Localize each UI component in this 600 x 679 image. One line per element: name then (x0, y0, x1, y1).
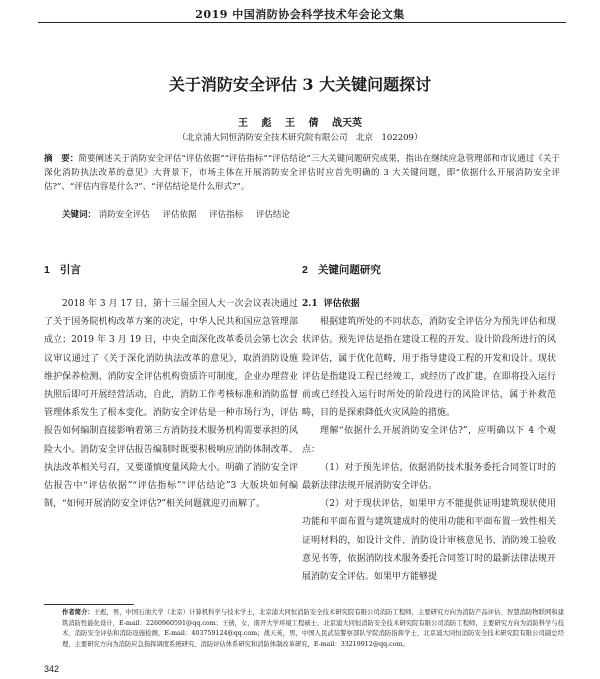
page-number: 342 (44, 664, 60, 674)
section-title: 关键问题研究 (317, 264, 381, 276)
subsection-title: 评估依据 (323, 299, 360, 309)
author-list (0, 114, 600, 129)
author-name: 战天英 (331, 118, 362, 129)
body-paragraph: （2）对于现状评估，如果甲方不能提供证明建筑现状使用功能和平面布置与建筑建成时的使用功能和平面布置一致性相关证明材料的，如设计文件、消防设计审核意见书、消防竣工验收意见书等，依据消防技术服务委托合同签订时的最新法律法规开展消防安全评估。如果甲方能够提 (302, 499, 556, 583)
abstract-label: 摘 要： (44, 154, 79, 164)
author-name: 倩 (308, 118, 319, 129)
body-paragraph: （1）对于预先评估，依据消防技术服务委托合同签订时的最新法律法规开展消防安全评估。 (302, 462, 556, 492)
section-heading (44, 262, 298, 278)
right-column (302, 262, 556, 586)
paper-title: 关于消防安全评估 3 大关键问题探讨 (168, 75, 432, 94)
subsection-number: 2.1 (302, 299, 318, 309)
keywords (62, 208, 562, 222)
running-head: 2019 中国消防协会科学技术年会论文集 (195, 8, 405, 21)
author-name: 王 (238, 118, 249, 129)
section-heading (302, 262, 556, 278)
author-name: 王 (285, 118, 295, 129)
affiliation: （北京浦大同恒消防安全技术研究院有限公司 北京 102209） (177, 133, 423, 143)
body-paragraph: 2018 年 3 月 17 日，第十三届全国人大一次会议表决通过了关于国务院机构改革方案的决定，中华人民共和国应急管理部成立；2019 年 3 月 19 日，中央全面深化改革委员会第七次会议审议通过了《关于深化消防执法改革的意见》，取消消防设施维护保养检测、消防安全评估机构资质许可制度，企业办理营业执照后即可开展经营活动，自此，消防工作考核标准和消防监督管理体系发生了根本变化。消防安全评估是一种市场行为，评估报告如何编制直接影响着第三方消防技术服务机构需要承担的风险大小。消防安全评估报告编制时既要积极响应消防体制改革、执法改革相关号召，又要谨慎度量风险大小。明确了消防安全评估报告中“评估依据”“评估指标”“评估结论”3 大版块如何编制，“如何开展消防安全评估?”相关问题就迎刃而解了。 (44, 299, 298, 510)
header-rule (38, 22, 566, 23)
footnote-rule (44, 604, 134, 605)
body-paragraph: 理解“依据什么开展消防安全评估?”，应明确以下 4 个观点： (302, 426, 556, 455)
author-name: 彪 (261, 118, 272, 129)
subsection-heading (302, 295, 556, 313)
keywords-label: 关键词： (62, 210, 97, 220)
abstract-text: 简要阐述关于消防安全评估“评估依据”“评估指标”“评估结论”三大关键问题研究成果，指出在继续应急管理部和市议通过《关于深化消防执法改革的意见》大背景下，市场主体在开展消防安全评估时应首先明确的 3 大关键问题，即“依据什么开展消防安全评估?”、“评估内容是什么?”、“评估结论是什么形式?”。 (44, 154, 560, 192)
footnote-text: 王彪，男，中国石油大学（北京）计算机科学与技术学士，北京浦大同恒消防安全技术研究院有限公司消防工程师，主要研究方向为消防产品评估、智慧消防物联网和建筑消防性能化设计，E-mail：2260960591@qq.com；王倩，女，南开大学环境工程硕士，北京浦大同恒消防安全技术研究院有限公司消防工程师，主要研究方向为消防科学与技术、消防安全评估和消防设施检测，E-mail：403759124@qq.com；战天英，男，中国人民武装警察部队学院消防指挥学士，北京浦大同恒消防安全技术研究院有限公司副总经理，主要研究方向为消防应急指挥调度系统研究、消防评估体系研究和消防体制改革研究，E-mail：33219912@qq.com。 (62, 609, 565, 648)
keyword: 评估依据 (162, 210, 197, 220)
body-paragraph: 根据建筑所处的不同状态，消防安全评估分为预先评估和现状评估。预先评估是指在建设工程的开发、设计阶段所进行的风险评估，属于优化范畴，用于指导建设工程的开发和设计。现状评估是指建设工程已经竣工，或经历了改扩建，在即将投入运行前或已经投入运行时所处的阶段进行的风险评估，属于补救范畴，目的是探索降低火灾风险的措施。 (302, 317, 556, 419)
left-column (44, 262, 298, 513)
author-footnote (62, 608, 564, 650)
keyword: 消防安全评估 (98, 210, 150, 220)
abstract (44, 152, 560, 194)
footnote-label: 作者简介： (62, 609, 94, 616)
section-number: 2 (302, 264, 308, 276)
section-number: 1 (44, 264, 50, 276)
section-title: 引言 (59, 264, 81, 276)
keyword: 评估指标 (209, 210, 244, 220)
keyword: 评估结论 (255, 210, 290, 220)
